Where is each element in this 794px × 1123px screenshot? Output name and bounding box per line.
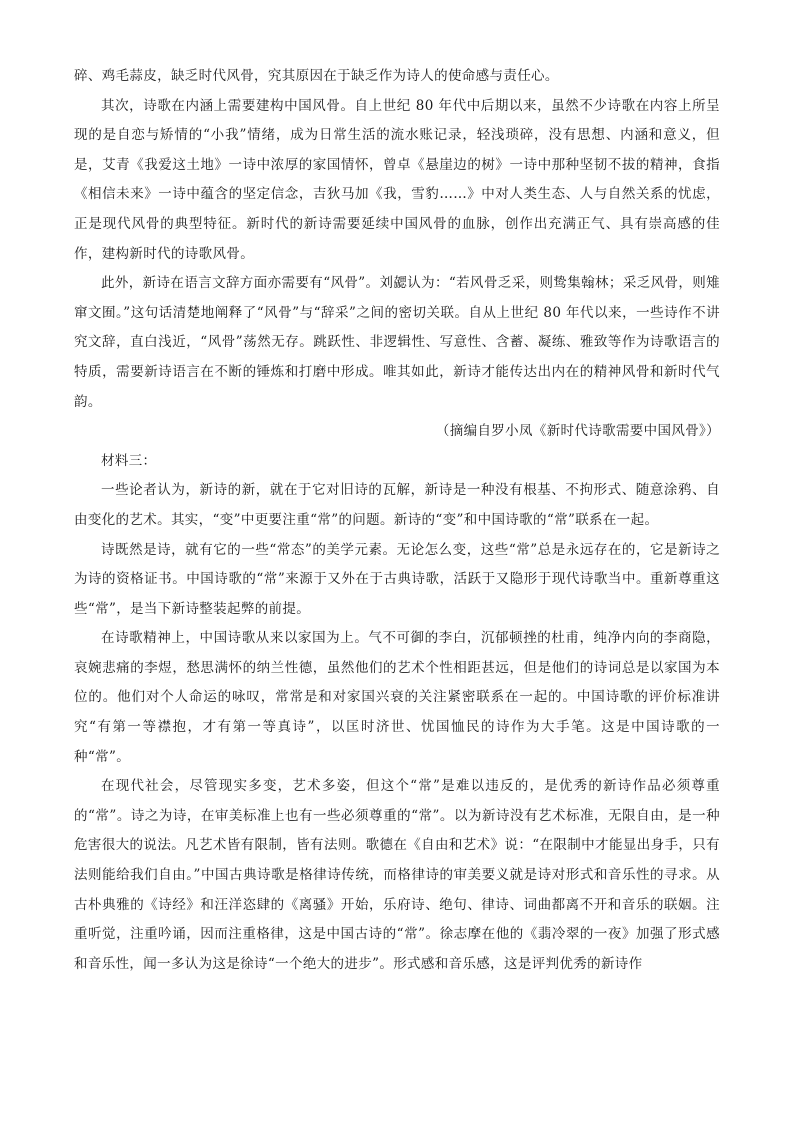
paragraph-poetic-spirit: 在诗歌精神上，中国诗歌从来以家国为上。气不可御的李白，沉郁顿挫的杜甫，纯净内向的李商隐，哀婉悲痛的李煜，愁思满怀的纳兰性德，虽然他们的艺术个性相距甚远，但是他们的诗词总是以家国为本位的。他们对个人命运的咏叹，常常是和对家国兴衰的关注紧密联系在一起的。中国诗歌的评价标准讲究“有第一等襟抱，才有第一等真诗”，以匡时济世、忧国恤民的诗作为大手笔。这是中国诗歌的一种“常”。	[74, 630, 720, 765]
article-body	[74, 62, 720, 979]
paragraph-change-and-constant: 一些论者认为，新诗的新，就在于它对旧诗的瓦解，新诗是一种没有根基、不拘形式、随意涂鸦、自由变化的艺术。其实，“变”中更要注重“常”的问题。新诗的“变”和中国诗歌的“常”联系在一起。	[74, 482, 720, 528]
material-three-label: 材料三：	[101, 452, 157, 469]
paragraph-inner-connotation: 其次，诗歌在内涵上需要建构中国风骨。自上世纪 80 年代中后期以来，虽然不少诗歌在内容上所呈现的是自恋与矫情的“小我”情绪，成为日常生活的流水账记录，轻浅琐碎，没有思想、内涵和意义，但是，艾青《我爱这土地》一诗中浓厚的家国情怀，曾卓《悬崖边的树》一诗中那种坚韧不拔的精神，食指《相信未来》一诗中蕴含的坚定信念，吉狄马加《我，雪豹……》中对人类生态、人与自然关系的忧虑，正是现代风骨的典型特征。新时代的新诗需要延续中国风骨的血脉，创作出充满正气、具有崇高感的佳作，建构新时代的诗歌风骨。	[74, 97, 720, 262]
paragraph-aesthetic-elements: 诗既然是诗，就有它的一些“常态”的美学元素。无论怎么变，这些“常”总是永远存在的，它是新诗之为诗的资格证书。中国诗歌的“常”来源于又外在于古典诗歌，活跃于又隐形于现代诗歌当中。重新尊重这些“常”，是当下新诗整装起弊的前提。	[74, 541, 720, 617]
paragraph-continuation: 碎、鸡毛蒜皮，缺乏时代风骨，究其原因在于缺乏作为诗人的使命感与责任心。	[74, 68, 559, 84]
paragraph-modern-society: 在现代社会，尽管现实多变，艺术多姿，但这个“常”是难以违反的，是优秀的新诗作品必须尊重的“常”。诗之为诗，在审美标准上也有一些必须尊重的“常”。以为新诗没有艺术标准，无限自由，是一种危害很大的说法。凡艺术皆有限制，皆有法则。歌德在《自由和艺术》说：“在限制中才能显出身手，只有法则能给我们自由。”中国古典诗歌是格律诗传统，而格律诗的审美要义就是诗对形式和音乐性的寻求。从古朴典雅的《诗经》和汪洋恣肆的《离骚》开始，乐府诗、绝句、律诗、词曲都离不开和音乐的联姻。注重听觉，注重吟诵，因而注重格律，这是中国古诗的“常”。徐志摩在他的《翡冷翠的一夜》加强了形式感和音乐性，闻一多认为这是徐诗“一个绝大的进步”。形式感和音乐感，这是评判优秀的新诗作	[74, 778, 720, 972]
paragraph-language-style: 此外，新诗在语言文辞方面亦需要有“风骨”。刘勰认为：“若风骨乏采，则鸷集翰林；采乏风骨，则雉窜文囿。”这句话清楚地阐释了“风骨”与“辞采”之间的密切关联。自从上世纪 80 年代以来，一些诗作不讲究文辞，直白浅近，“风骨”荡然无存。跳跃性、非逻辑性、写意性、含蓄、凝练、雅致等作为诗歌语言的特质，需要新诗语言在不断的锤炼和打磨中形成。唯其如此，新诗才能传达出内在的精神风骨和新时代气韵。	[74, 275, 720, 410]
source-citation: （摘编自罗小凤《新时代诗歌需要中国风骨》）	[435, 423, 720, 440]
